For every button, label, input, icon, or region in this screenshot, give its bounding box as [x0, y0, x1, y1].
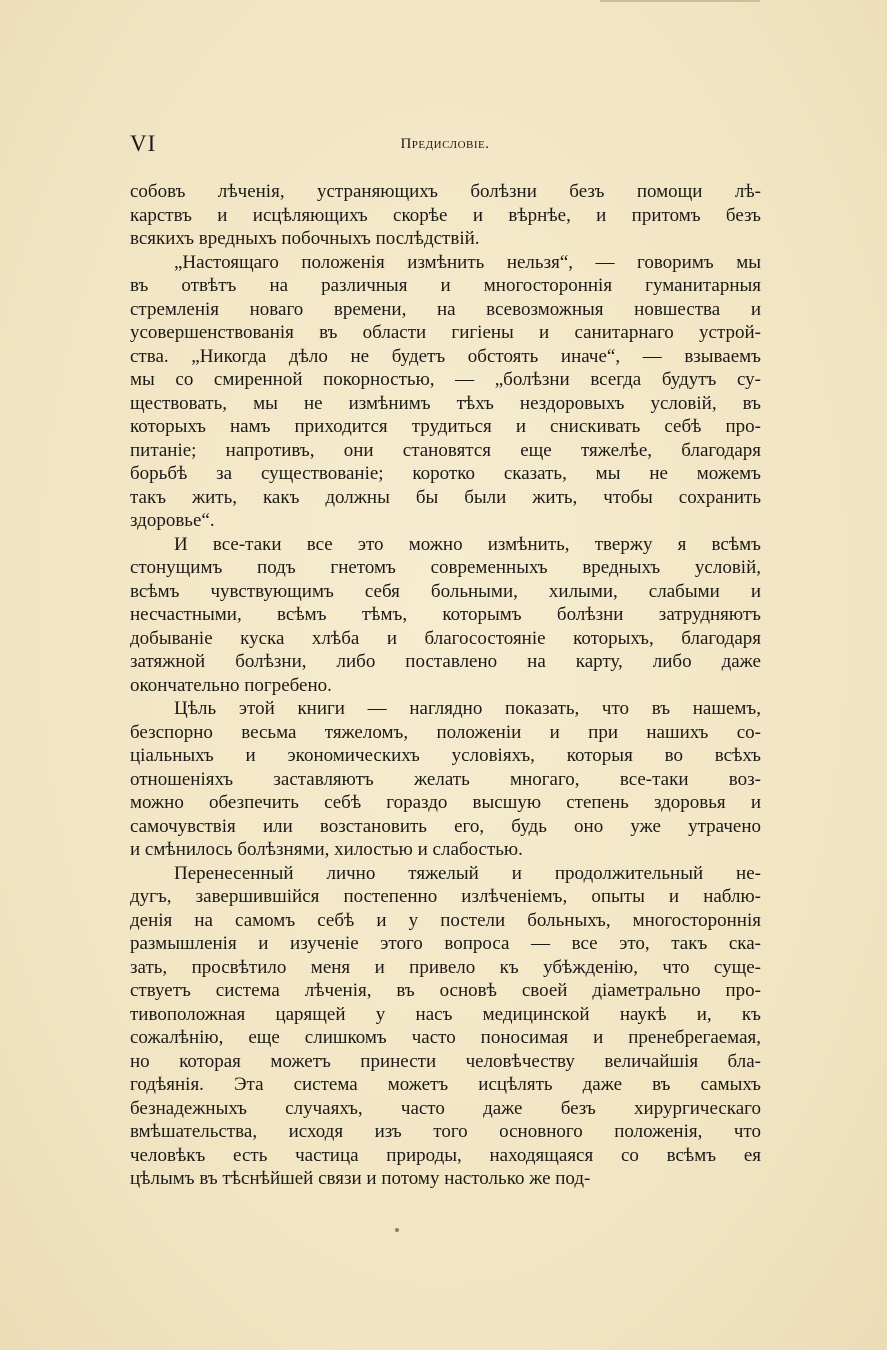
page-header — [130, 131, 760, 161]
text-line: безспорно весьма тяжеломъ, положеніи и при нашихъ со- — [130, 721, 761, 743]
text-line: мы со смиренной покорностью, — „болѣзни всегда будутъ су- — [130, 369, 761, 390]
text-line: добываніе куска хлѣба и благосостояніе которыхъ, благодаря — [130, 627, 761, 649]
text-line: дугъ, завершившійся постепенно излѣченіемъ, опыты и наблю- — [130, 886, 761, 907]
text-line: несчастными, всѣмъ тѣмъ, которымъ болѣзни затрудняютъ — [130, 604, 761, 625]
text-line: годѣянія. Эта система можетъ исцѣлять даже въ самыхъ — [130, 1074, 761, 1095]
ink-speck — [395, 1228, 399, 1232]
text-line: которыхъ намъ приходится трудиться и снискивать себѣ про- — [130, 416, 761, 437]
top-edge-rule — [600, 0, 760, 2]
text-line: тивоположная царящей у насъ медицинской наукѣ и, къ — [130, 1003, 761, 1025]
text-line: самочувствія или возстановить его, будь оно уже утрачено — [130, 815, 761, 837]
text-line: и смѣнилось болѣзнями, хилостью и слабостью. — [130, 839, 523, 860]
paragraph — [130, 251, 761, 533]
text-line: денія на самомъ себѣ и у постели больныхъ, многостороннія — [130, 909, 761, 931]
paragraph — [130, 180, 761, 251]
text-line: здоровье“. — [130, 510, 215, 531]
text-line: Цѣль этой книги — наглядно показать, что въ нашемъ, — [174, 698, 761, 719]
text-line: такъ жить, какъ должны бы были жить, чтобы сохранить — [130, 486, 761, 508]
text-line: человѣкъ есть частица природы, находящаяся со всѣмъ ея — [130, 1144, 761, 1166]
body-text — [130, 180, 761, 1191]
text-line: но которая можетъ принести человѣчеству величайшія бла- — [130, 1050, 761, 1072]
text-line: ства. „Никогда дѣло не будетъ обстоять иначе“, — взываемъ — [130, 345, 761, 367]
paragraph — [130, 862, 761, 1191]
text-line: безнадежныхъ случаяхъ, часто даже безъ хирургическаго — [130, 1097, 761, 1119]
paragraph — [130, 697, 761, 862]
text-line: стонущимъ подъ гнетомъ современныхъ вредныхъ условій, — [130, 557, 761, 578]
text-line: отношеніяхъ заставляютъ желать многаго, все-таки воз- — [130, 768, 761, 790]
text-line: ществовать, мы не измѣнимъ тѣхъ нездоровыхъ условій, въ — [130, 392, 761, 414]
text-line: затяжной болѣзни, либо поставлено на карту, либо даже — [130, 651, 761, 672]
text-line: ствуетъ система лѣченія, въ основѣ своей діаметрально про- — [130, 980, 761, 1001]
text-line: въ отвѣтъ на различныя и многостороннія гуманитарныя — [130, 275, 761, 296]
text-line: сожалѣнію, еще слишкомъ часто поносимая и пренебрегаемая, — [130, 1027, 761, 1048]
text-line: всякихъ вредныхъ побочныхъ послѣдствій. — [130, 228, 480, 249]
text-line: цѣлымъ въ тѣснѣйшей связи и потому настолько же под- — [130, 1168, 591, 1189]
text-line: стремленія новаго времени, на всевозможныя новшества и — [130, 298, 761, 320]
text-line: окончательно погребено. — [130, 674, 332, 696]
text-line: ціальныхъ и экономическихъ условіяхъ, которыя во всѣхъ — [130, 745, 761, 766]
running-title: Предисловіе. — [400, 136, 490, 152]
paragraph — [130, 533, 761, 698]
text-line: собовъ лѣченія, устраняющихъ болѣзни безъ помощи лѣ- — [130, 181, 761, 202]
text-line: усовершенствованія въ области гигіены и санитарнаго устрой- — [130, 322, 761, 343]
text-line: зать, просвѣтило меня и привело къ убѣжденію, что суще- — [130, 956, 761, 978]
text-line: карствъ и исцѣляющихъ скорѣе и вѣрнѣе, и притомъ безъ — [130, 204, 761, 226]
text-line: борьбѣ за существованіе; коротко сказать, мы не можемъ — [130, 463, 761, 484]
text-line: вмѣшательства, исходя изъ того основного положенія, что — [130, 1121, 761, 1142]
text-line: всѣмъ чувствующимъ себя больными, хилыми, слабыми и — [130, 580, 761, 602]
text-line: Перенесенный лично тяжелый и продолжительный не- — [174, 862, 761, 884]
page-number: VI — [130, 131, 157, 156]
text-line: „Настоящаго положенія измѣнить нельзя“, — говоримъ мы — [174, 251, 761, 273]
text-line: питаніе; напротивъ, они становятся еще тяжелѣе, благодаря — [130, 439, 761, 461]
text-line: размышленія и изученіе этого вопроса — все это, такъ ска- — [130, 933, 761, 954]
text-line: И все-таки все это можно измѣнить, твержу я всѣмъ — [174, 533, 761, 555]
text-line: можно обезпечить себѣ гораздо высшую степень здоровья и — [130, 792, 761, 813]
